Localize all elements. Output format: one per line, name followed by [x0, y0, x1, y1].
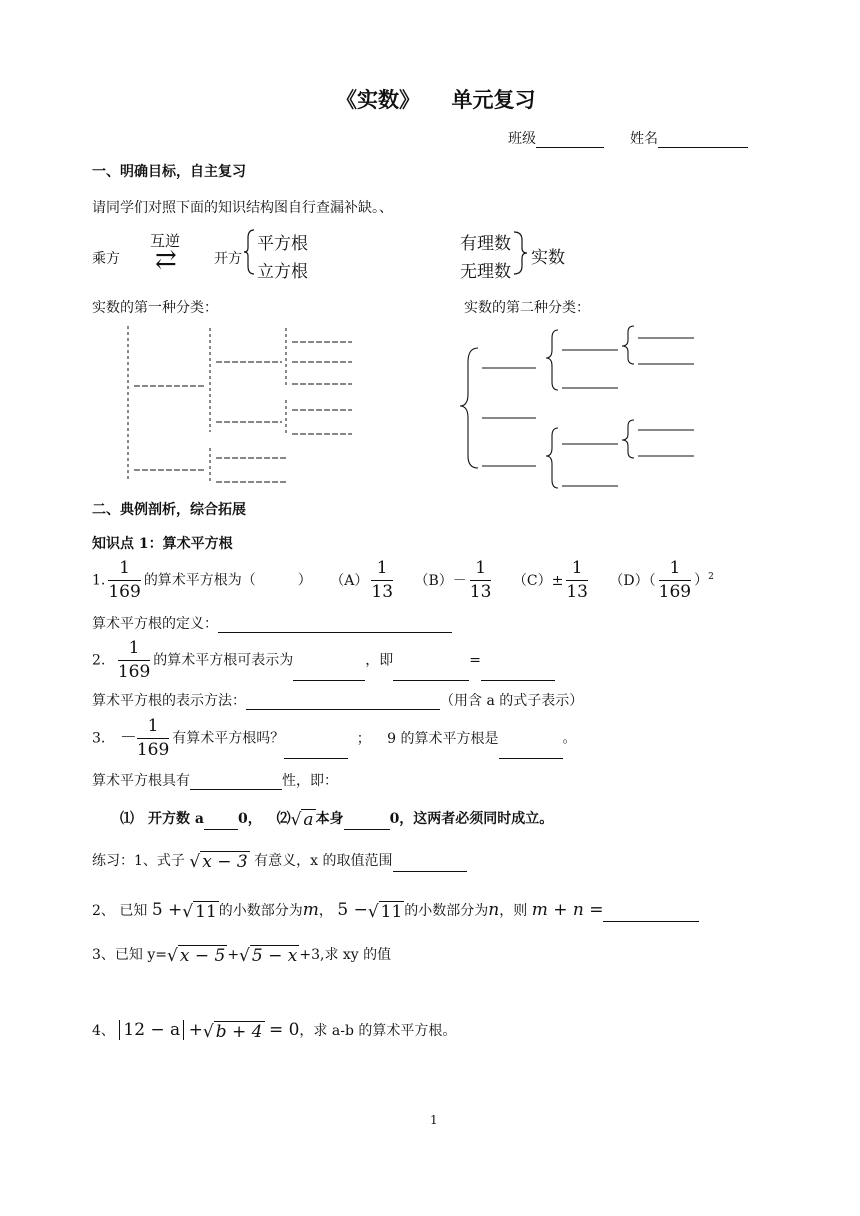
class-blank — [536, 132, 604, 148]
name-blank — [658, 132, 748, 148]
exercise-1: 练习：1、式子 √ x − 3 有意义，x 的取值范围 — [92, 850, 467, 872]
page-number: 1 — [430, 1113, 438, 1127]
diagram-shishu: 实数 — [531, 248, 565, 268]
property-line: 算术平方根具有 性，即： — [92, 773, 338, 789]
question-3: 3. － $\frac{1}{169}$ 有算术平方根吗？ ； 9 的算术平方根是 。 — [92, 716, 577, 760]
classification-tree-1 — [124, 324, 364, 486]
q1-text: 的算术平方根为（ ） — [143, 572, 312, 589]
diagram-lifanggen: 立方根 — [257, 262, 308, 282]
diagram-brace-icon — [244, 228, 258, 276]
diagram-wulishu: 无理数 — [460, 262, 511, 282]
exercise-3: 3、已知 y=√ x − 5 +√ 5 − x +3,求 xy 的值 — [92, 945, 392, 966]
diagram-huni: 互逆 — [150, 232, 181, 250]
exercise-4: 4、 12 − a +√ b + 4 = 0，求 a-b 的算术平方根。 — [92, 1020, 457, 1042]
q1-option-b: （B）－ — [414, 572, 467, 589]
diagram-chengfang: 乘方 — [92, 251, 120, 267]
class1-label: 实数的第一种分类： — [92, 300, 218, 316]
diagram-pingfanggen: 平方根 — [257, 234, 308, 254]
name-label: 姓名 — [630, 131, 658, 147]
name-field — [630, 128, 748, 148]
diagram-youlishu: 有理数 — [460, 234, 511, 254]
page-title: 《实数》 单元复习 — [336, 87, 536, 112]
conditions-line: ⑴ 开方数 a 0， ⑵√ a 本身 0，这两者必须同时成立。 — [120, 809, 554, 830]
section1-heading: 一、明确目标，自主复习 — [92, 164, 246, 180]
q1-option-c: （C）± — [512, 572, 564, 589]
q1-option-d: （D）（ — [609, 572, 656, 589]
question-1: 1. $\frac{1}{169}$ 的算术平方根为（ ） （A） $\frac{1}{13}$ （B）－ $\frac{1}{13}$ （C）± $\frac{1}{13}$ （D）（ $\frac{1}{169}$ ）$^2$ — [92, 558, 714, 602]
diagram-right-brace-icon — [512, 230, 528, 276]
section1-instruction: 请同学们对照下面的知识结构图自行查漏补缺。、 — [92, 200, 393, 216]
class-label: 班级 — [508, 131, 536, 147]
representation-line: 算术平方根的表示方法： （用含 a 的式子表示） — [92, 693, 584, 709]
exercise-2: 2、 已知 5 +√ 11 的小数部分为m， 5 −√ 11 的小数部分为n，则 m + n = — [92, 900, 699, 922]
q1-number: 1. — [92, 572, 106, 589]
section2-heading: 二、典例剖析，综合拓展 — [92, 502, 246, 518]
class2-label: 实数的第二种分类： — [464, 300, 590, 316]
diagram-kaifang: 开方 — [214, 251, 242, 267]
classification-tree-2 — [456, 322, 706, 494]
class-field — [508, 128, 604, 148]
question-2: 2. $\frac{1}{169}$ 的算术平方根可表示为 ，即 = — [92, 640, 555, 681]
q1-fraction: $\frac{1}{169}$ — [108, 558, 141, 602]
definition-line: 算术平方根的定义： — [92, 613, 452, 633]
double-arrow-icon: ⇄ — [155, 245, 177, 275]
q1-option-a: （A） — [330, 572, 369, 589]
knowledge-point-1: 知识点 1：算术平方根 — [92, 536, 233, 552]
